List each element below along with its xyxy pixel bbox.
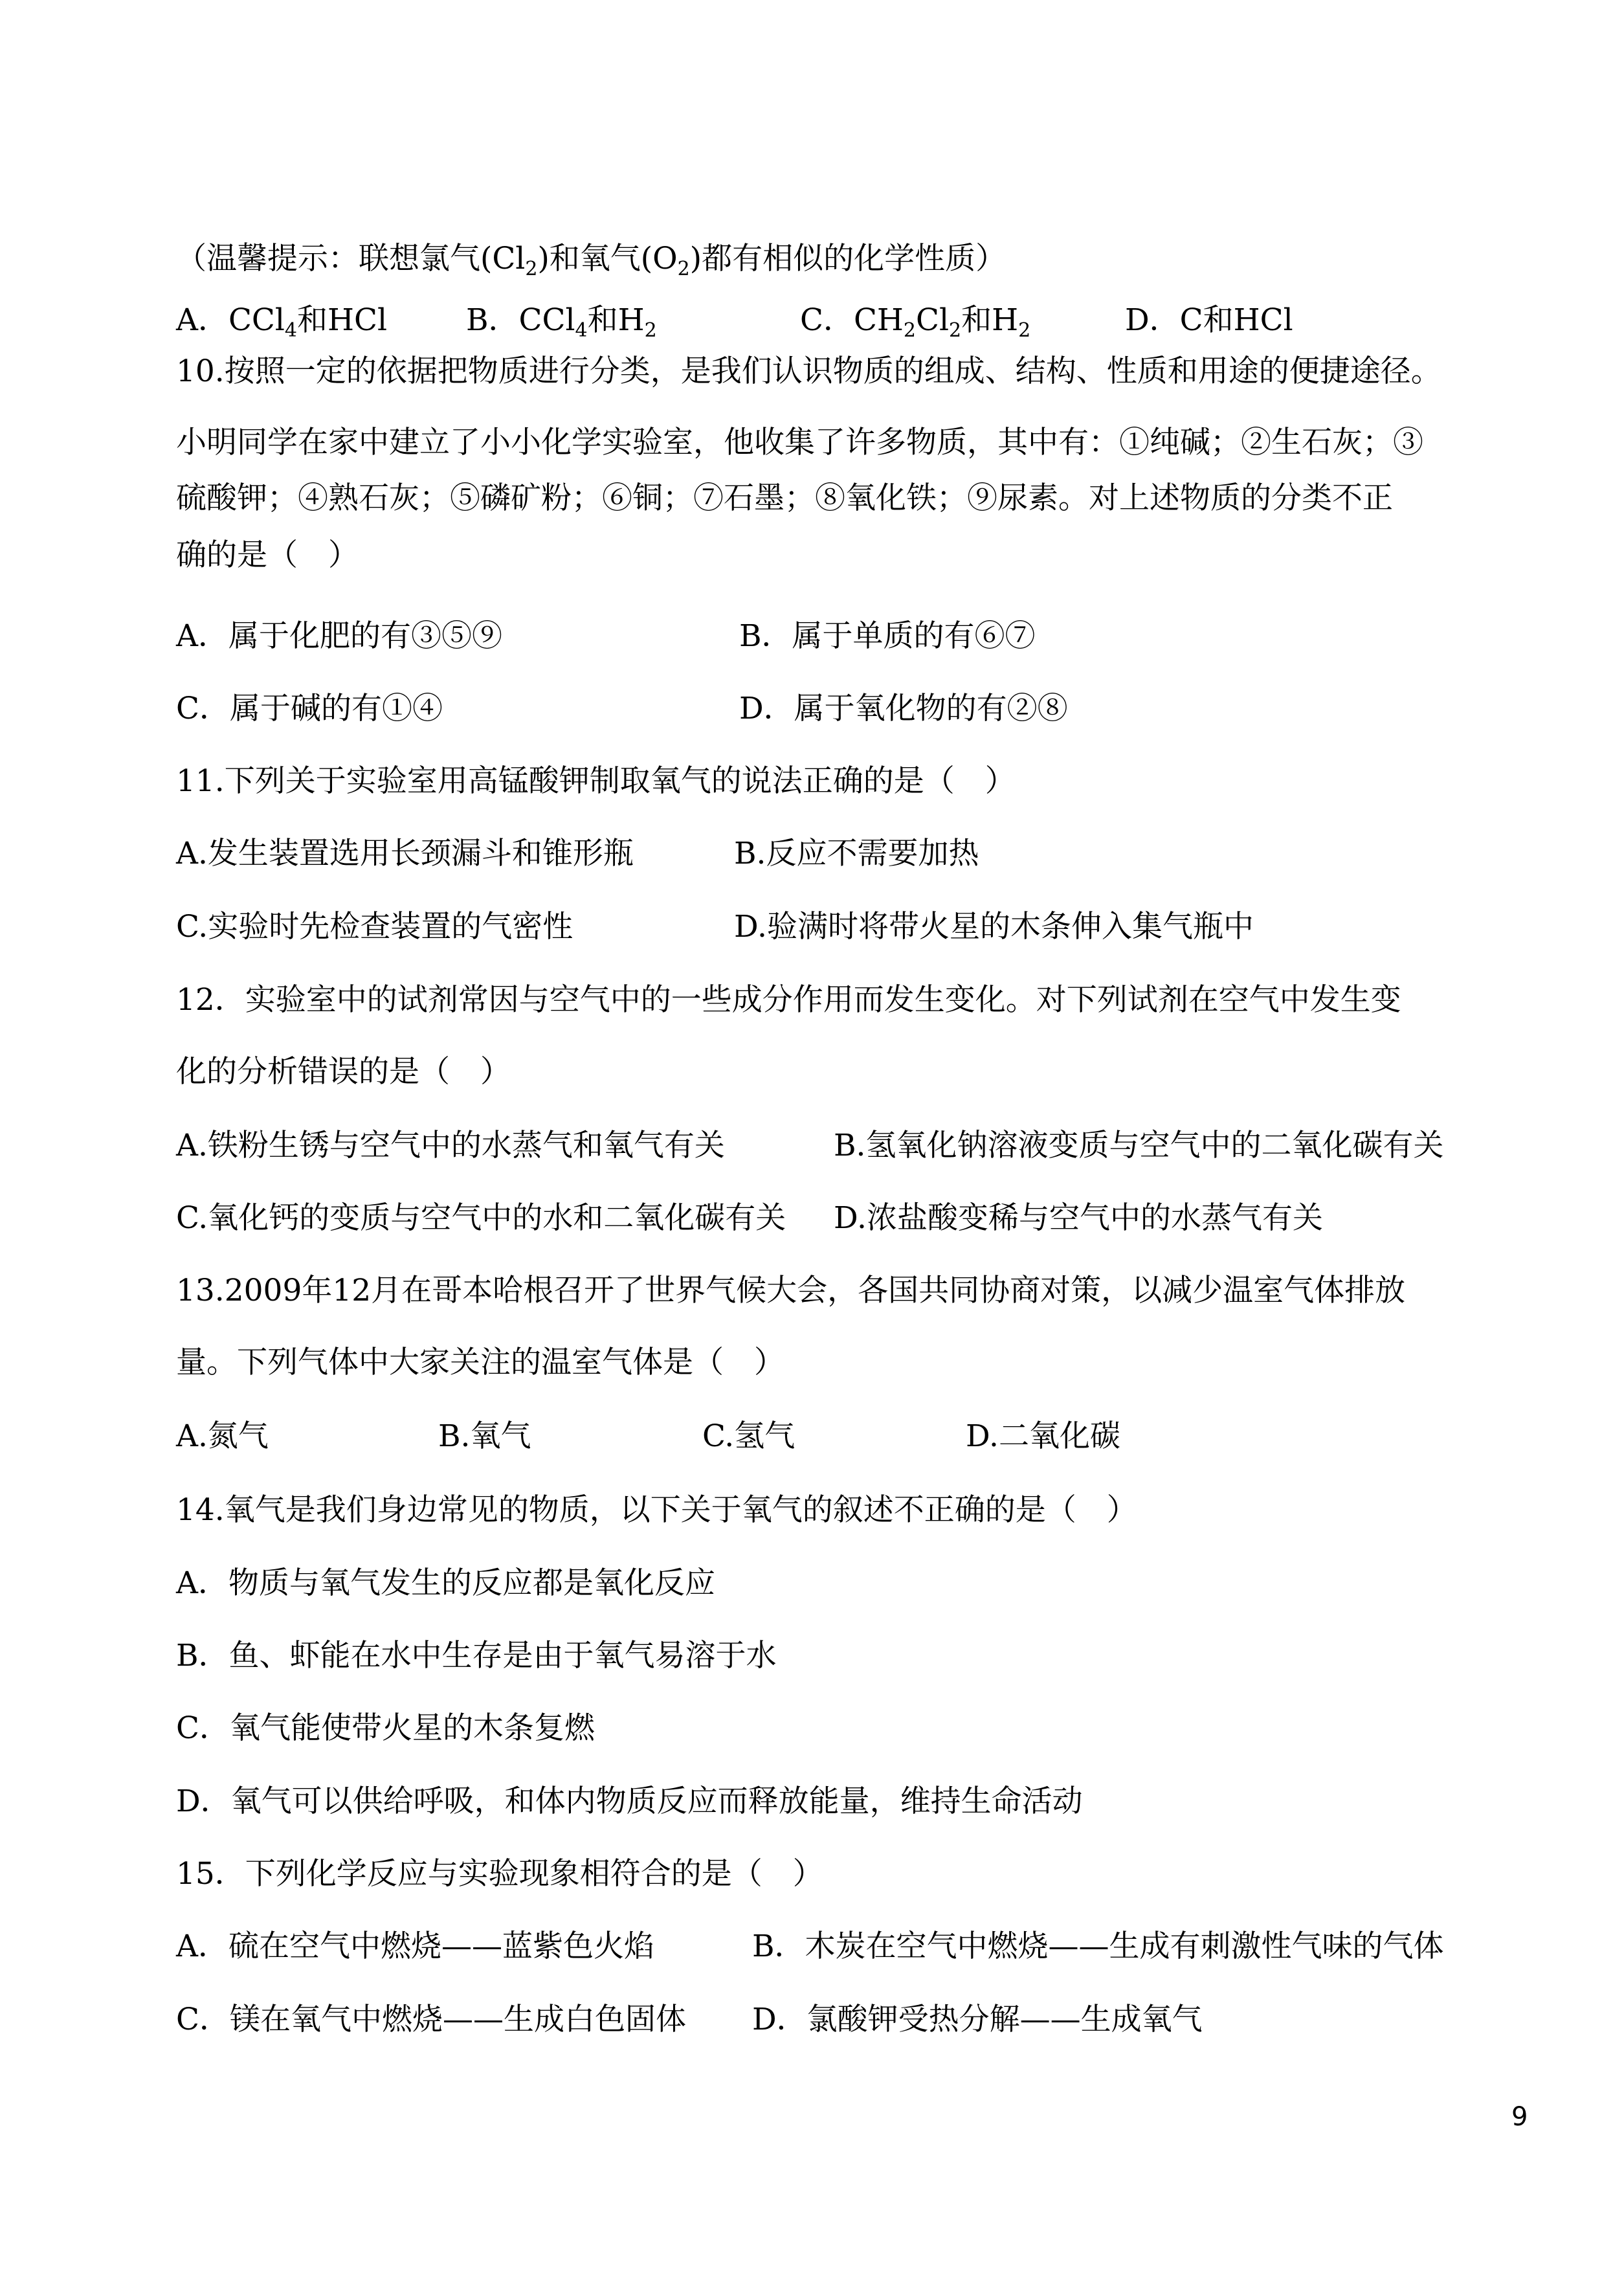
option-d: D.浓盐酸变稀与空气中的水蒸气有关 [834, 1200, 1323, 1236]
option-d: D.验满时将带火星的木条伸入集气瓶中 [734, 909, 1254, 945]
option-b: B.反应不需要加热 [734, 836, 979, 871]
q12-stem-line: 12．实验室中的试剂常因与空气中的一些成分作用而发生变化。对下列试剂在空气中发生变 [176, 982, 1401, 1018]
option-c: C.实验时先检查装置的气密性 [176, 909, 573, 945]
q10-stem-line: 小明同学在家中建立了小小化学实验室，他收集了许多物质，其中有：①纯碱；②生石灰；③ [176, 425, 1423, 460]
option-c: C．属于碱的有①④ [176, 691, 443, 726]
hint-text: )和氧气(O [537, 241, 678, 276]
option-c: C．镁在氧气中燃烧——生成白色固体 [176, 2002, 686, 2037]
option-b: B．鱼、虾能在水中生存是由于氧气易溶于水 [176, 1638, 777, 1673]
q13-stem-line: 13.2009年12月在哥本哈根召开了世界气候大会，各国共同协商对策，以减少温室气体排放 [176, 1273, 1406, 1308]
q10-stem-line: 10.按照一定的依据把物质进行分类，是我们认识物质的组成、结构、性质和用途的便捷途径。 [176, 353, 1441, 389]
option-b: B．属于单质的有⑥⑦ [739, 618, 1036, 654]
option-d: D．氧气可以供给呼吸，和体内物质反应而释放能量，维持生命活动 [176, 1784, 1083, 1819]
option-c: C.氧化钙的变质与空气中的水和二氧化碳有关 [176, 1200, 786, 1236]
hint-line [176, 240, 1006, 278]
q10-stem-line: 确的是（ ） [176, 537, 359, 573]
option-b: B.氢氧化钠溶液变质与空气中的二氧化碳有关 [834, 1128, 1444, 1163]
hint-text: )都有相似的化学性质） [689, 241, 1007, 276]
subscript: 2 [677, 258, 690, 280]
option-a: A.铁粉生锈与空气中的水蒸气和氧气有关 [176, 1128, 725, 1163]
option-b: B.氧气 [438, 1418, 531, 1454]
page-number: 9 [1511, 2102, 1528, 2132]
q13-stem-line: 量。下列气体中大家关注的温室气体是（ ） [176, 1345, 784, 1380]
option-d: D．C和HCl [1125, 302, 1293, 338]
subscript: 2 [525, 258, 538, 280]
option-a: A．CCl$_4$和HCl [176, 302, 387, 342]
option-c: C．$CH_2Cl_2$和$H_2$ [800, 302, 1031, 342]
option-c: C.氢气 [702, 1418, 795, 1454]
option-d: D.二氧化碳 [966, 1418, 1120, 1454]
option-b: B．木炭在空气中燃烧——生成有刺激性气味的气体 [752, 1929, 1444, 1964]
q10-stem-line: 硫酸钾；④熟石灰；⑤磷矿粉；⑥铜；⑦石墨；⑧氧化铁；⑨尿素。对上述物质的分类不正 [176, 480, 1393, 516]
option-d: D．属于氧化物的有②⑧ [739, 691, 1068, 726]
q14-stem: 14.氧气是我们身边常见的物质，以下关于氧气的叙述不正确的是（ ） [176, 1492, 1137, 1528]
q12-stem-line: 化的分析错误的是（ ） [176, 1054, 511, 1090]
option-c: C．氧气能使带火星的木条复燃 [176, 1710, 595, 1746]
option-b: B．CCl$_4$和$H_2$ [466, 302, 657, 342]
option-a: A.发生装置选用长颈漏斗和锥形瓶 [176, 836, 634, 871]
q15-stem: 15．下列化学反应与实验现象相符合的是（ ） [176, 1856, 823, 1892]
option-a: A.氮气 [176, 1418, 269, 1454]
option-a: A．硫在空气中燃烧——蓝紫色火焰 [176, 1929, 654, 1964]
option-a: A．物质与氧气发生的反应都是氧化反应 [176, 1565, 715, 1601]
option-a: A．属于化肥的有③⑤⑨ [176, 618, 502, 654]
q11-stem: 11.下列关于实验室用高锰酸钾制取氧气的说法正确的是（ ） [176, 763, 1016, 799]
option-d: D．氯酸钾受热分解——生成氧气 [752, 2002, 1203, 2037]
hint-text: （温馨提示：联想氯气(Cl [176, 241, 526, 276]
